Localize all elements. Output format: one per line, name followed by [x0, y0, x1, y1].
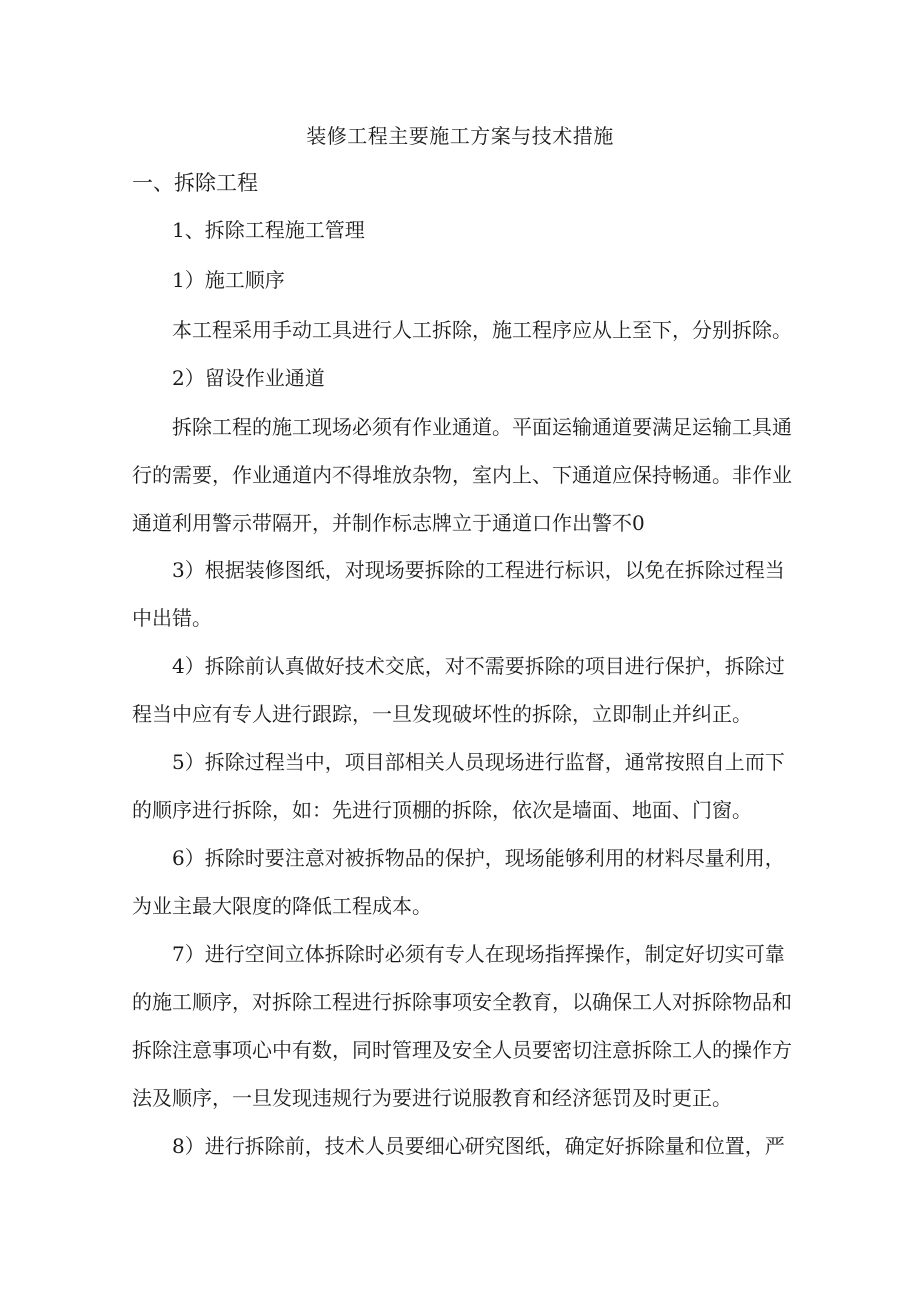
item2-line: 通道利用警示带隔开，并制作标志牌立于通道口作出警不0 [132, 511, 645, 535]
item3-line: 中出错。 [132, 606, 212, 630]
item6-line: 为业主最大限度的降低工程成本。 [132, 894, 432, 918]
item1-text: 本工程采用手动工具进行人工拆除，施工程序应从上至下，分别拆除。 [172, 318, 792, 342]
item6-line: 6）拆除时要注意对被拆物品的保护，现场能够利用的材料尽量利用， [172, 846, 785, 870]
item7-line: 法及顺序，一旦发现违规行为要进行说服教育和经济惩罚及时更正。 [132, 1086, 732, 1110]
item8-line: 8）进行拆除前，技术人员要细心研究图纸，确定好拆除量和位置，严 [172, 1134, 785, 1158]
item4-line: 4）拆除前认真做好技术交底，对不需要拆除的项目进行保护，拆除过 [172, 654, 785, 678]
item2-line: 拆除工程的施工现场必须有作业通道。平面运输通道要满足运输工具通 [172, 415, 792, 439]
document-title: 装修工程主要施工方案与技术措施 [306, 124, 614, 148]
item5-line: 的顺序进行拆除，如：先进行顶棚的拆除，依次是墙面、地面、门窗。 [132, 798, 752, 822]
section-heading: 一、拆除工程 [132, 171, 258, 195]
item4-line: 程当中应有专人进行跟踪，一旦发现破坏性的拆除，立即制止并纠正。 [132, 702, 752, 726]
item7-line: 的施工顺序，对拆除工程进行拆除事项安全教育，以确保工人对拆除物品和 [132, 990, 792, 1014]
item5-line: 5）拆除过程当中，项目部相关人员现场进行监督，通常按照自上而下 [172, 750, 785, 774]
subsection-heading: 1、拆除工程施工管理 [172, 218, 365, 242]
item3-line: 3）根据装修图纸，对现场要拆除的工程进行标识，以免在拆除过程当 [172, 558, 785, 582]
item1-heading: 1）施工顺序 [172, 268, 285, 292]
item7-line: 7）进行空间立体拆除时必须有专人在现场指挥操作，制定好切实可靠 [172, 942, 785, 966]
item2-line: 行的需要，作业通道内不得堆放杂物，室内上、下通道应保持畅通。非作业 [132, 463, 792, 487]
item7-line: 拆除注意事项心中有数，同时管理及安全人员要密切注意拆除工人的操作方 [132, 1038, 792, 1062]
item2-heading: 2）留设作业通道 [172, 366, 325, 390]
